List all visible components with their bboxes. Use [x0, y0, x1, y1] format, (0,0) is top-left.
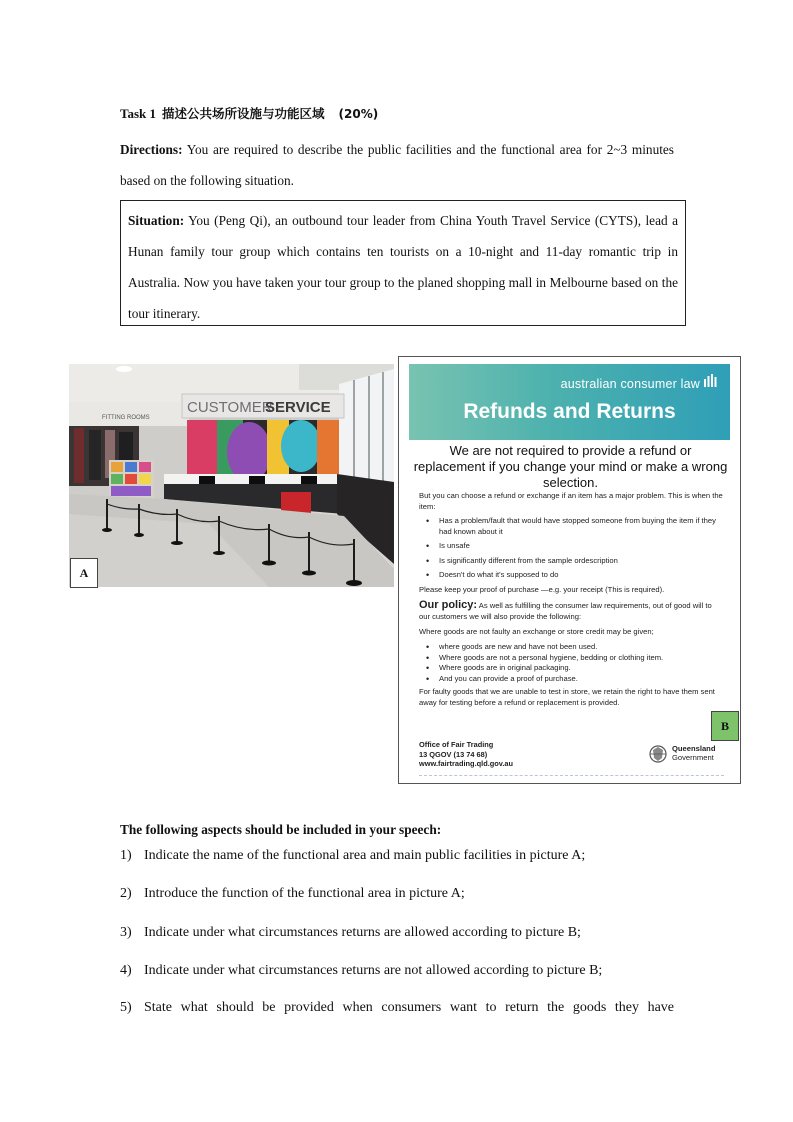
task-title-cn: 描述公共场所设施与功能区域 — [162, 106, 325, 121]
aspect-number: 5) — [120, 1000, 132, 1015]
poster-banner — [409, 364, 730, 440]
acl-brand: australian consumer law — [560, 377, 700, 391]
poster-problem-list — [419, 516, 724, 581]
picture-b-label: B — [711, 711, 739, 741]
list-item: • where goods are new and have not been used. — [419, 642, 724, 653]
picture-b-refunds-poster — [398, 356, 741, 784]
situation-box — [120, 200, 686, 326]
list-item: • And you can provide a proof of purchase. — [419, 674, 724, 685]
picture-a-customer-service-photo — [69, 364, 394, 587]
queensland-government — [672, 745, 715, 762]
office-phone: 13 QGOV (13 74 68) — [419, 749, 488, 759]
aspect-item-3 — [120, 925, 581, 941]
list-item: • Is unsafe — [419, 541, 724, 552]
poster-intro: But you can choose a refund or exchange if an item has a major problem. This is when the item: — [419, 491, 723, 511]
list-item: • Is significantly different from the sample ordescription — [419, 556, 724, 567]
directions-text: You are required to describe the public facilities and the functional area for 2~3 minutes based on the following situation. — [120, 142, 674, 188]
aspect-text: State what should be provided when consumers want to return the goods they have — [144, 1000, 674, 1015]
aspect-item-2 — [120, 886, 465, 902]
situation-text: You (Peng Qi), an outbound tour leader from China Youth Travel Service (CYTS), lead a Hunan family tour group which contains ten tourists on a 10-night and 11-day romantic trip in Australia. Now you have taken your tour group to the planed shopping mall in Melbourne based on the tour itinerary. — [128, 213, 678, 321]
aspect-item-5 — [120, 1000, 674, 1016]
list-item: • Where goods are not a personal hygiene, bedding or clothing item. — [419, 653, 724, 664]
aspect-item-1 — [120, 848, 585, 864]
office-contact — [419, 740, 513, 769]
list-item: • Has a problem/fault that would have stopped someone from buying the item if they had known about it — [419, 516, 724, 537]
aspect-text: Indicate under what circumstances returns are allowed according to picture B; — [144, 925, 581, 940]
aspect-text: Introduce the function of the functional area in picture A; — [144, 886, 465, 901]
policy-heading: Our policy: — [419, 599, 478, 611]
directions-paragraph — [120, 134, 674, 196]
situation-label: Situation: — [128, 213, 185, 228]
aspects-heading: The following aspects should be included in your speech: — [120, 822, 442, 837]
office-name: Office of Fair Trading — [419, 740, 494, 749]
poster-keep-proof: Please keep your proof of purchase —e.g. your receipt (This is required). — [419, 585, 665, 594]
service-sign: SERVICE — [265, 399, 331, 416]
poster-warning: We are not required to provide a refund or replacement if you change your mind or make a wrong selection. — [413, 443, 728, 490]
customer-sign: CUSTOMER — [187, 399, 273, 416]
acl-logo-icon — [703, 373, 717, 387]
poster-title: Refunds and Returns — [463, 400, 676, 423]
picture-a-label: A — [70, 558, 98, 588]
policy-intro: Where goods are not faulty an exchange or store credit may be given; — [419, 627, 654, 636]
aspect-number: 2) — [120, 886, 132, 901]
aspect-text: Indicate under what circumstances returns are not allowed according to picture B; — [144, 963, 603, 978]
task-title — [120, 104, 378, 122]
aspect-item-4 — [120, 963, 602, 979]
gov-line2: Government — [672, 752, 714, 762]
poster-footer-divider — [419, 775, 724, 776]
directions-label: Directions: — [120, 142, 183, 157]
gov-line1: Queensland — [672, 744, 716, 753]
aspect-number: 3) — [120, 925, 132, 940]
task-weight: (20%) — [338, 107, 379, 121]
policy-text: As well as fulfilling the consumer law requirements, out of good will to our customers we will also provide the following: — [419, 601, 712, 621]
aspect-number: 4) — [120, 963, 132, 978]
aspect-number: 1) — [120, 848, 132, 863]
faulty-goods-note: For faulty goods that we are unable to test in store, we retain the right to have them sent away for testing before a refund or replacement is provided. — [419, 687, 715, 707]
list-item: • Doesn't do what it's supposed to do — [419, 570, 724, 581]
fitting-rooms-sign: FITTING ROOMS — [102, 415, 150, 421]
list-item: • Where goods are in original packaging. — [419, 663, 724, 674]
task-label: Task 1 — [120, 106, 157, 121]
poster-policy — [419, 600, 724, 622]
office-website: www.fairtrading.qld.gov.au — [419, 759, 514, 768]
aspect-text: Indicate the name of the functional area and main public facilities in picture A; — [144, 848, 586, 863]
policy-list — [419, 642, 724, 684]
